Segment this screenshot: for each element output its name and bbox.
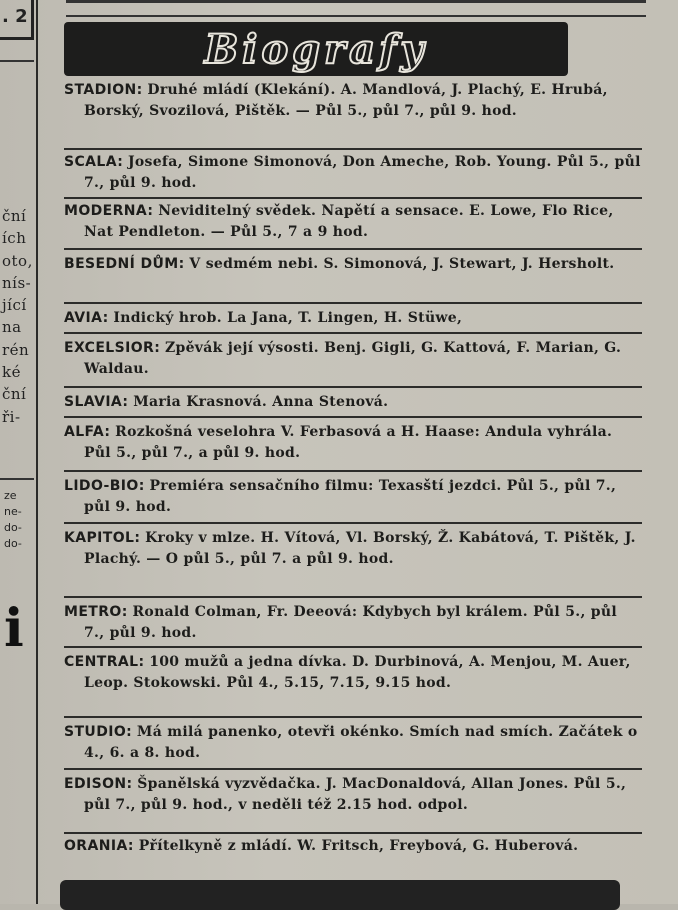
section-banner: [64, 22, 568, 76]
entry-divider: [64, 332, 642, 334]
entry-divider: [64, 416, 642, 418]
cinema-entry-edison: [64, 774, 642, 816]
cinema-program: Zpěvák její výsosti. Benj. Gigli, G. Kattová, F. Marian, G. Waldau.: [84, 340, 622, 377]
cinema-name: EDISON:: [64, 776, 133, 792]
entry-divider: [64, 832, 642, 834]
cinema-entry-avia: [64, 308, 642, 329]
left-fragment: nís-: [2, 273, 32, 292]
left-fragment: oto,: [2, 251, 33, 270]
top-rule: [66, 0, 646, 3]
left-fragment: na: [2, 318, 22, 337]
left-fragment: ze: [4, 489, 17, 502]
cinema-program: Josefa, Simone Simonová, Don Ameche, Rob. Young. Půl 5., půl 7., půl 9. hod.: [84, 154, 641, 191]
left-big-letter: i: [4, 598, 24, 659]
cinema-entry-scala: [64, 152, 642, 194]
left-fragment: ích: [2, 229, 27, 248]
cinema-name: ORANIA:: [64, 838, 134, 854]
cinema-entry-moderna: [64, 201, 642, 243]
left-fragment: ční: [2, 207, 27, 225]
entry-divider: [64, 470, 642, 472]
cinema-program: Neviditelný svědek. Napětí a sensace. E. Lowe, Flo Rice, Nat Pendleton. — Půl 5., 7 a 9 hod.: [84, 203, 614, 240]
cinema-name: SLAVIA:: [64, 394, 129, 410]
entry-divider: [64, 302, 642, 304]
entry-divider: [64, 248, 642, 250]
cinema-name: MODERNA:: [64, 203, 154, 219]
left-fragment: rén: [2, 340, 30, 359]
cinema-program: Druhé mládí (Klekání). A. Mandlová, J. Plachý, E. Hrubá, Borský, Svozilová, Pištěk. — Půl 5., půl 7., půl 9. hod.: [84, 82, 608, 119]
cinema-entry-lido-bio: [64, 476, 642, 518]
cinema-program: Kroky v mlze. H. Vítová, Vl. Borský, Ž. Kabátová, T. Pištěk, J. Plachý. — O půl 5., půl 7. a půl 9. hod.: [84, 530, 636, 567]
page-number: . 2: [2, 6, 28, 27]
left-fragment: do-: [4, 521, 22, 534]
left-fragment: ké: [2, 363, 21, 382]
cinema-program: 100 mužů a jedna dívka. D. Durbinová, A. Menjou, M. Auer, Leop. Stokowski. Půl 4., 5.15, 7.15, 9.15 hod.: [84, 654, 631, 691]
left-fragment: ři-: [2, 407, 21, 426]
entry-divider: [64, 596, 642, 598]
entry-divider: [64, 148, 642, 150]
cinema-entry-besedni-dum: [64, 254, 642, 275]
cinema-name: SCALA:: [64, 154, 124, 170]
entry-divider: [64, 716, 642, 718]
entry-divider: [64, 522, 642, 524]
left-fragment: ční: [2, 385, 27, 404]
cinema-program: Španělská vyzvědačka. J. MacDonaldová, Allan Jones. Půl 5., půl 7., půl 9. hod., v neděli též 2.15 hod. odpol.: [84, 776, 627, 813]
left-text-fragments: [2, 205, 33, 428]
left-divider: [0, 60, 34, 62]
entry-divider: [64, 197, 642, 199]
cinema-entry-excelsior: [64, 338, 642, 380]
entry-divider: [64, 386, 642, 388]
cinema-name: AVIA:: [64, 310, 109, 326]
cinema-program: Má milá panenko, otevři okénko. Smích nad smích. Začátek o 4., 6. a 8. hod.: [84, 724, 638, 761]
page-number-box: [0, 0, 34, 40]
cinema-entry-kapitol: [64, 528, 642, 570]
cinema-program: Indický hrob. La Jana, T. Lingen, H. Stüwe,: [113, 310, 463, 326]
entry-divider: [64, 768, 642, 770]
cinema-entry-orania: [64, 836, 642, 857]
cinema-name: STUDIO:: [64, 724, 133, 740]
cinema-entry-stadion: [64, 80, 642, 122]
left-small-fragments: [4, 488, 22, 552]
cinema-name: ALFA:: [64, 424, 111, 440]
cinema-program: Premiéra sensačního filmu: Texasští jezdci. Půl 5., půl 7., půl 9. hod.: [84, 478, 617, 515]
cinema-program: Přítelkyně z mládí. W. Fritsch, Freybová, G. Huberová.: [138, 838, 579, 854]
cinema-name: EXCELSIOR:: [64, 340, 161, 356]
left-divider: [0, 478, 34, 480]
next-section-banner: [60, 880, 620, 910]
top-rule: [66, 15, 646, 17]
cinema-program: V sedmém nebi. S. Simonová, J. Stewart, J. Hersholt.: [189, 256, 615, 272]
cinema-program: Maria Krasnová. Anna Stenová.: [133, 394, 389, 410]
cinema-entry-metro: [64, 602, 642, 644]
left-column-fragment: [0, 0, 38, 904]
cinema-entry-studio: [64, 722, 642, 764]
cinema-name: BESEDNÍ DŮM:: [64, 256, 185, 272]
cinema-entry-alfa: [64, 422, 642, 464]
cinema-name: LIDO-BIO:: [64, 478, 145, 494]
cinema-program: Ronald Colman, Fr. Deeová: Kdybych byl králem. Půl 5., půl 7., půl 9. hod.: [84, 604, 617, 641]
cinema-name: KAPITOL:: [64, 530, 141, 546]
cinema-name: CENTRAL:: [64, 654, 145, 670]
entry-divider: [64, 646, 642, 648]
cinema-entry-central: [64, 652, 642, 694]
left-fragment: jící: [2, 296, 27, 315]
left-fragment: ne-: [4, 505, 22, 518]
section-title: Biografy: [204, 25, 428, 73]
cinema-name: STADION:: [64, 82, 143, 98]
cinema-name: METRO:: [64, 604, 128, 620]
cinema-entry-slavia: [64, 392, 642, 413]
cinema-program: Rozkošná veselohra V. Ferbasová a H. Haase: Andula vyhrála. Půl 5., půl 7., a půl 9. hod.: [84, 424, 613, 461]
left-fragment: do-: [4, 537, 22, 550]
